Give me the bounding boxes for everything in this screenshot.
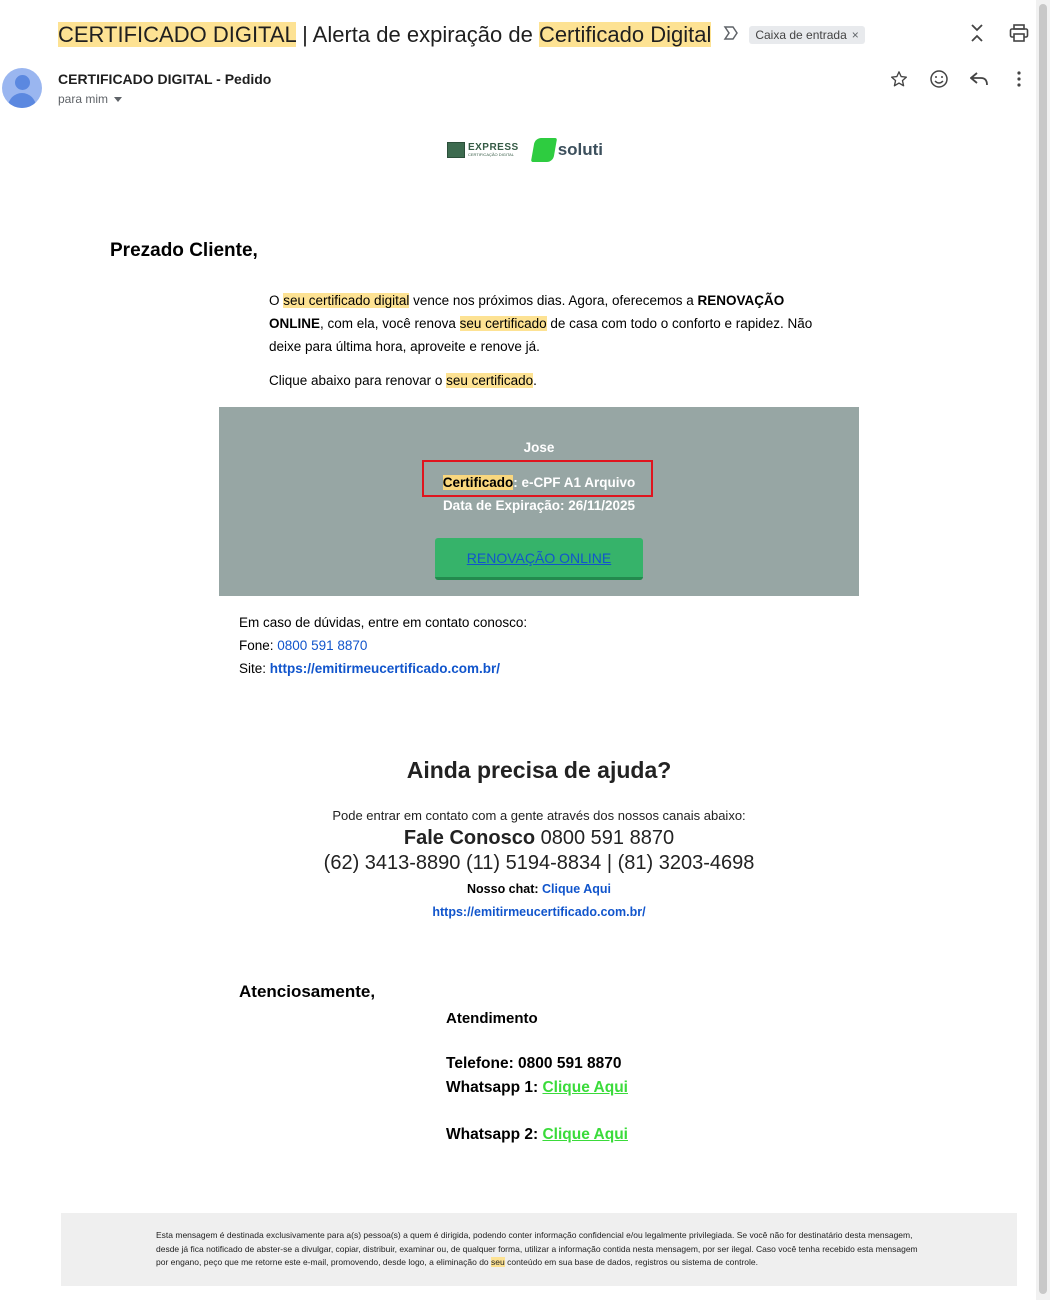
collapse-all-icon[interactable] — [966, 22, 988, 44]
whatsapp-1-link[interactable]: Clique Aqui — [542, 1079, 628, 1096]
star-icon[interactable] — [888, 68, 910, 90]
email-subject-bar — [58, 18, 1030, 52]
legal-footer — [61, 1213, 1017, 1286]
scrollbar[interactable] — [1036, 0, 1050, 1300]
emoji-reaction-icon[interactable] — [928, 68, 950, 90]
signature-phone: Telefone: 0800 591 8870 — [446, 1055, 622, 1072]
express-logo: EXPRESS CERTIFICAÇÃO DIGITAL — [447, 142, 519, 158]
intro-paragraph: O seu certificado digital vence nos próximos dias. Agora, oferecemos a RENOVAÇÃO ONLINE, com ela, você renova seu certificado de casa com todo o conforto e rapidez. Não deixe para última hora, aproveite e renove já. — [269, 293, 813, 354]
greeting: Prezado Cliente, — [110, 240, 258, 261]
phone-link[interactable]: 0800 591 8870 — [277, 638, 368, 653]
soluti-logo: soluti — [533, 138, 603, 162]
help-site — [0, 905, 1050, 919]
customer-name: Jose — [523, 440, 555, 455]
print-icon[interactable] — [1008, 22, 1030, 44]
scrollbar-thumb[interactable] — [1039, 4, 1047, 1294]
avatar[interactable] — [2, 68, 42, 108]
message-actions — [888, 68, 1030, 90]
regards: Atenciosamente, — [239, 982, 376, 1001]
signature-dept: Atendimento — [446, 1010, 538, 1027]
top-actions — [966, 22, 1030, 44]
remove-label-icon[interactable]: × — [851, 28, 859, 42]
certificate-type: Certificado: e-CPF A1 Arquivo — [442, 475, 636, 490]
contact-info: Em caso de dúvidas, entre em contato conosco: Fone: 0800 591 8870 Site: https://emitirmeucertificado.com.br/ — [239, 615, 528, 676]
more-options-icon[interactable] — [1008, 68, 1030, 90]
sender-row — [0, 68, 1030, 112]
chat-link[interactable]: Clique Aqui — [542, 882, 611, 896]
renew-instruction: Clique abaixo para renovar o seu certificado. — [269, 373, 537, 388]
importance-marker-icon[interactable] — [723, 26, 739, 45]
certificate-info-box — [219, 407, 859, 596]
help-subtitle: Pode entrar em contato com a gente através dos nossos canais abaixo: — [332, 808, 746, 823]
signature-whatsapp-2: Whatsapp 2: Clique Aqui — [446, 1126, 628, 1143]
renew-online-button[interactable]: RENOVAÇÃO ONLINE — [435, 538, 643, 580]
inbox-label-chip[interactable]: Caixa de entrada × — [749, 26, 864, 44]
legal-disclaimer: Esta mensagem é destinada exclusivamente para a(s) pessoa(s) a quem é dirigida, podendo conter informação confidencial e/ou legalmente privilegiada. Se você não for destinatário desta mensagem, desde já fica notificado de abster-se a divulgar, copiar, distribuir, examinar ou, de qualquer forma, utilizar a informação contida nesta mensagem, por ser ilegal. Caso você tenha recebido esta mensagem por engano, peço que me retorne este e-mail, promovendo, desde logo, a eliminação do seu conteúdo em sua base de dados, registros ou sistema de controle. — [156, 1230, 918, 1267]
help-site-link[interactable]: https://emitirmeucertificado.com.br/ — [432, 905, 646, 919]
reply-icon[interactable] — [968, 68, 990, 90]
help-regional-phones: (62) 3413-8890 (11) 5194-8834 | (81) 3203-4698 — [323, 852, 755, 874]
help-main-phone: Fale Conosco 0800 591 8870 — [403, 827, 675, 849]
chevron-down-icon[interactable] — [114, 97, 122, 102]
signature-whatsapp-1: Whatsapp 1: Clique Aqui — [446, 1079, 628, 1096]
email-subject: CERTIFICADO DIGITAL | Alerta de expiração de Certificado Digital — [58, 22, 712, 47]
whatsapp-2-link[interactable]: Clique Aqui — [542, 1126, 628, 1143]
brand-logos — [0, 138, 1050, 162]
site-link[interactable]: https://emitirmeucertificado.com.br/ — [269, 661, 501, 676]
recipient-details[interactable]: para mim — [58, 92, 122, 106]
help-title: Ainda precisa de ajuda? — [406, 757, 672, 783]
help-chat: Nosso chat: Clique Aqui — [467, 882, 611, 896]
expiration-date: Data de Expiração: 26/11/2025 — [442, 498, 636, 513]
sender-name[interactable]: CERTIFICADO DIGITAL - Pedido — [58, 71, 272, 87]
